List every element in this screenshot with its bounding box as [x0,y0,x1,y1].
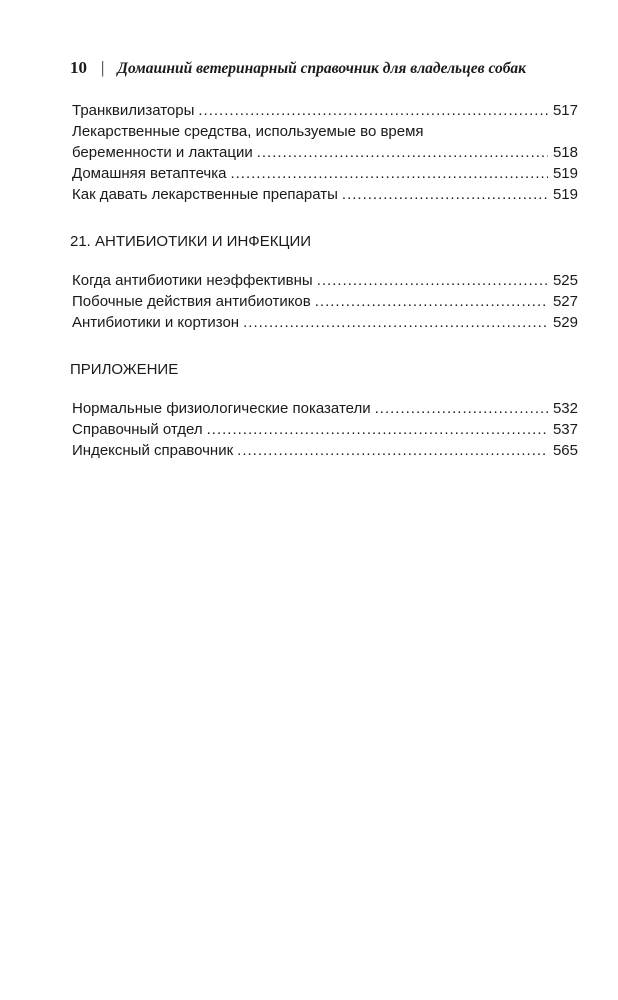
page-number: 10 [70,58,87,77]
dot-leader [315,291,548,312]
toc-entry-title: Когда антибиотики неэффективны [72,272,313,289]
toc-entry [72,100,578,121]
dot-leader [342,184,548,205]
toc-entry-title: Антибиотики и кортизон [72,314,240,331]
table-of-contents [72,100,578,461]
toc-entry [72,184,578,205]
toc-entry [72,440,578,461]
toc-entry-page: 519 [552,165,578,182]
toc-entry-page: 525 [552,272,578,289]
dot-leader [230,163,548,184]
toc-entry-page: 565 [552,442,578,459]
toc-entry-title: Домашняя ветаптечка [72,165,227,182]
toc-entry-title: Побочные действия антибиотиков [72,293,311,310]
toc-entry-title-line2: беременности и лактации [72,144,253,161]
toc-entry [72,312,578,333]
dot-leader [237,440,548,461]
toc-entry-title: Транквилизаторы [72,102,195,119]
header-separator: | [101,58,105,77]
toc-entry-page: 519 [552,186,578,203]
toc-entry-title-line1: Лекарственные средства, используемые во время [72,123,424,140]
toc-entry-title: Как давать лекарственные препараты [72,186,338,203]
toc-entry-page: 518 [552,144,578,161]
dot-leader [243,312,548,333]
spacer [72,205,578,231]
toc-entry [72,142,578,163]
toc-entry-page: 517 [552,102,578,119]
dot-leader [207,419,548,440]
toc-entry [72,163,578,184]
dot-leader [198,100,548,121]
toc-entry-page: 529 [552,314,578,331]
appendix-heading: ПРИЛОЖЕНИЕ [70,361,179,378]
toc-entry-title: Индексный справочник [72,442,234,459]
toc-entry-page: 532 [552,400,578,417]
dot-leader [375,398,548,419]
running-head [70,58,570,78]
chapter-heading: 21. АНТИБИОТИКИ И ИНФЕКЦИИ [70,233,312,250]
toc-entry [72,270,578,291]
toc-entry-page: 537 [552,421,578,438]
toc-entry-page: 527 [552,293,578,310]
spacer [72,252,578,270]
book-title: Домашний ветеринарный справочник для владельцев собак [117,60,527,77]
dot-leader [257,142,548,163]
toc-entry-title: Справочный отдел [72,421,203,438]
spacer [72,333,578,359]
toc-entry [72,398,578,419]
toc-entry-title: Нормальные физиологические показатели [72,400,371,417]
dot-leader [317,270,548,291]
spacer [72,380,578,398]
toc-entry [72,419,578,440]
toc-entry [72,291,578,312]
